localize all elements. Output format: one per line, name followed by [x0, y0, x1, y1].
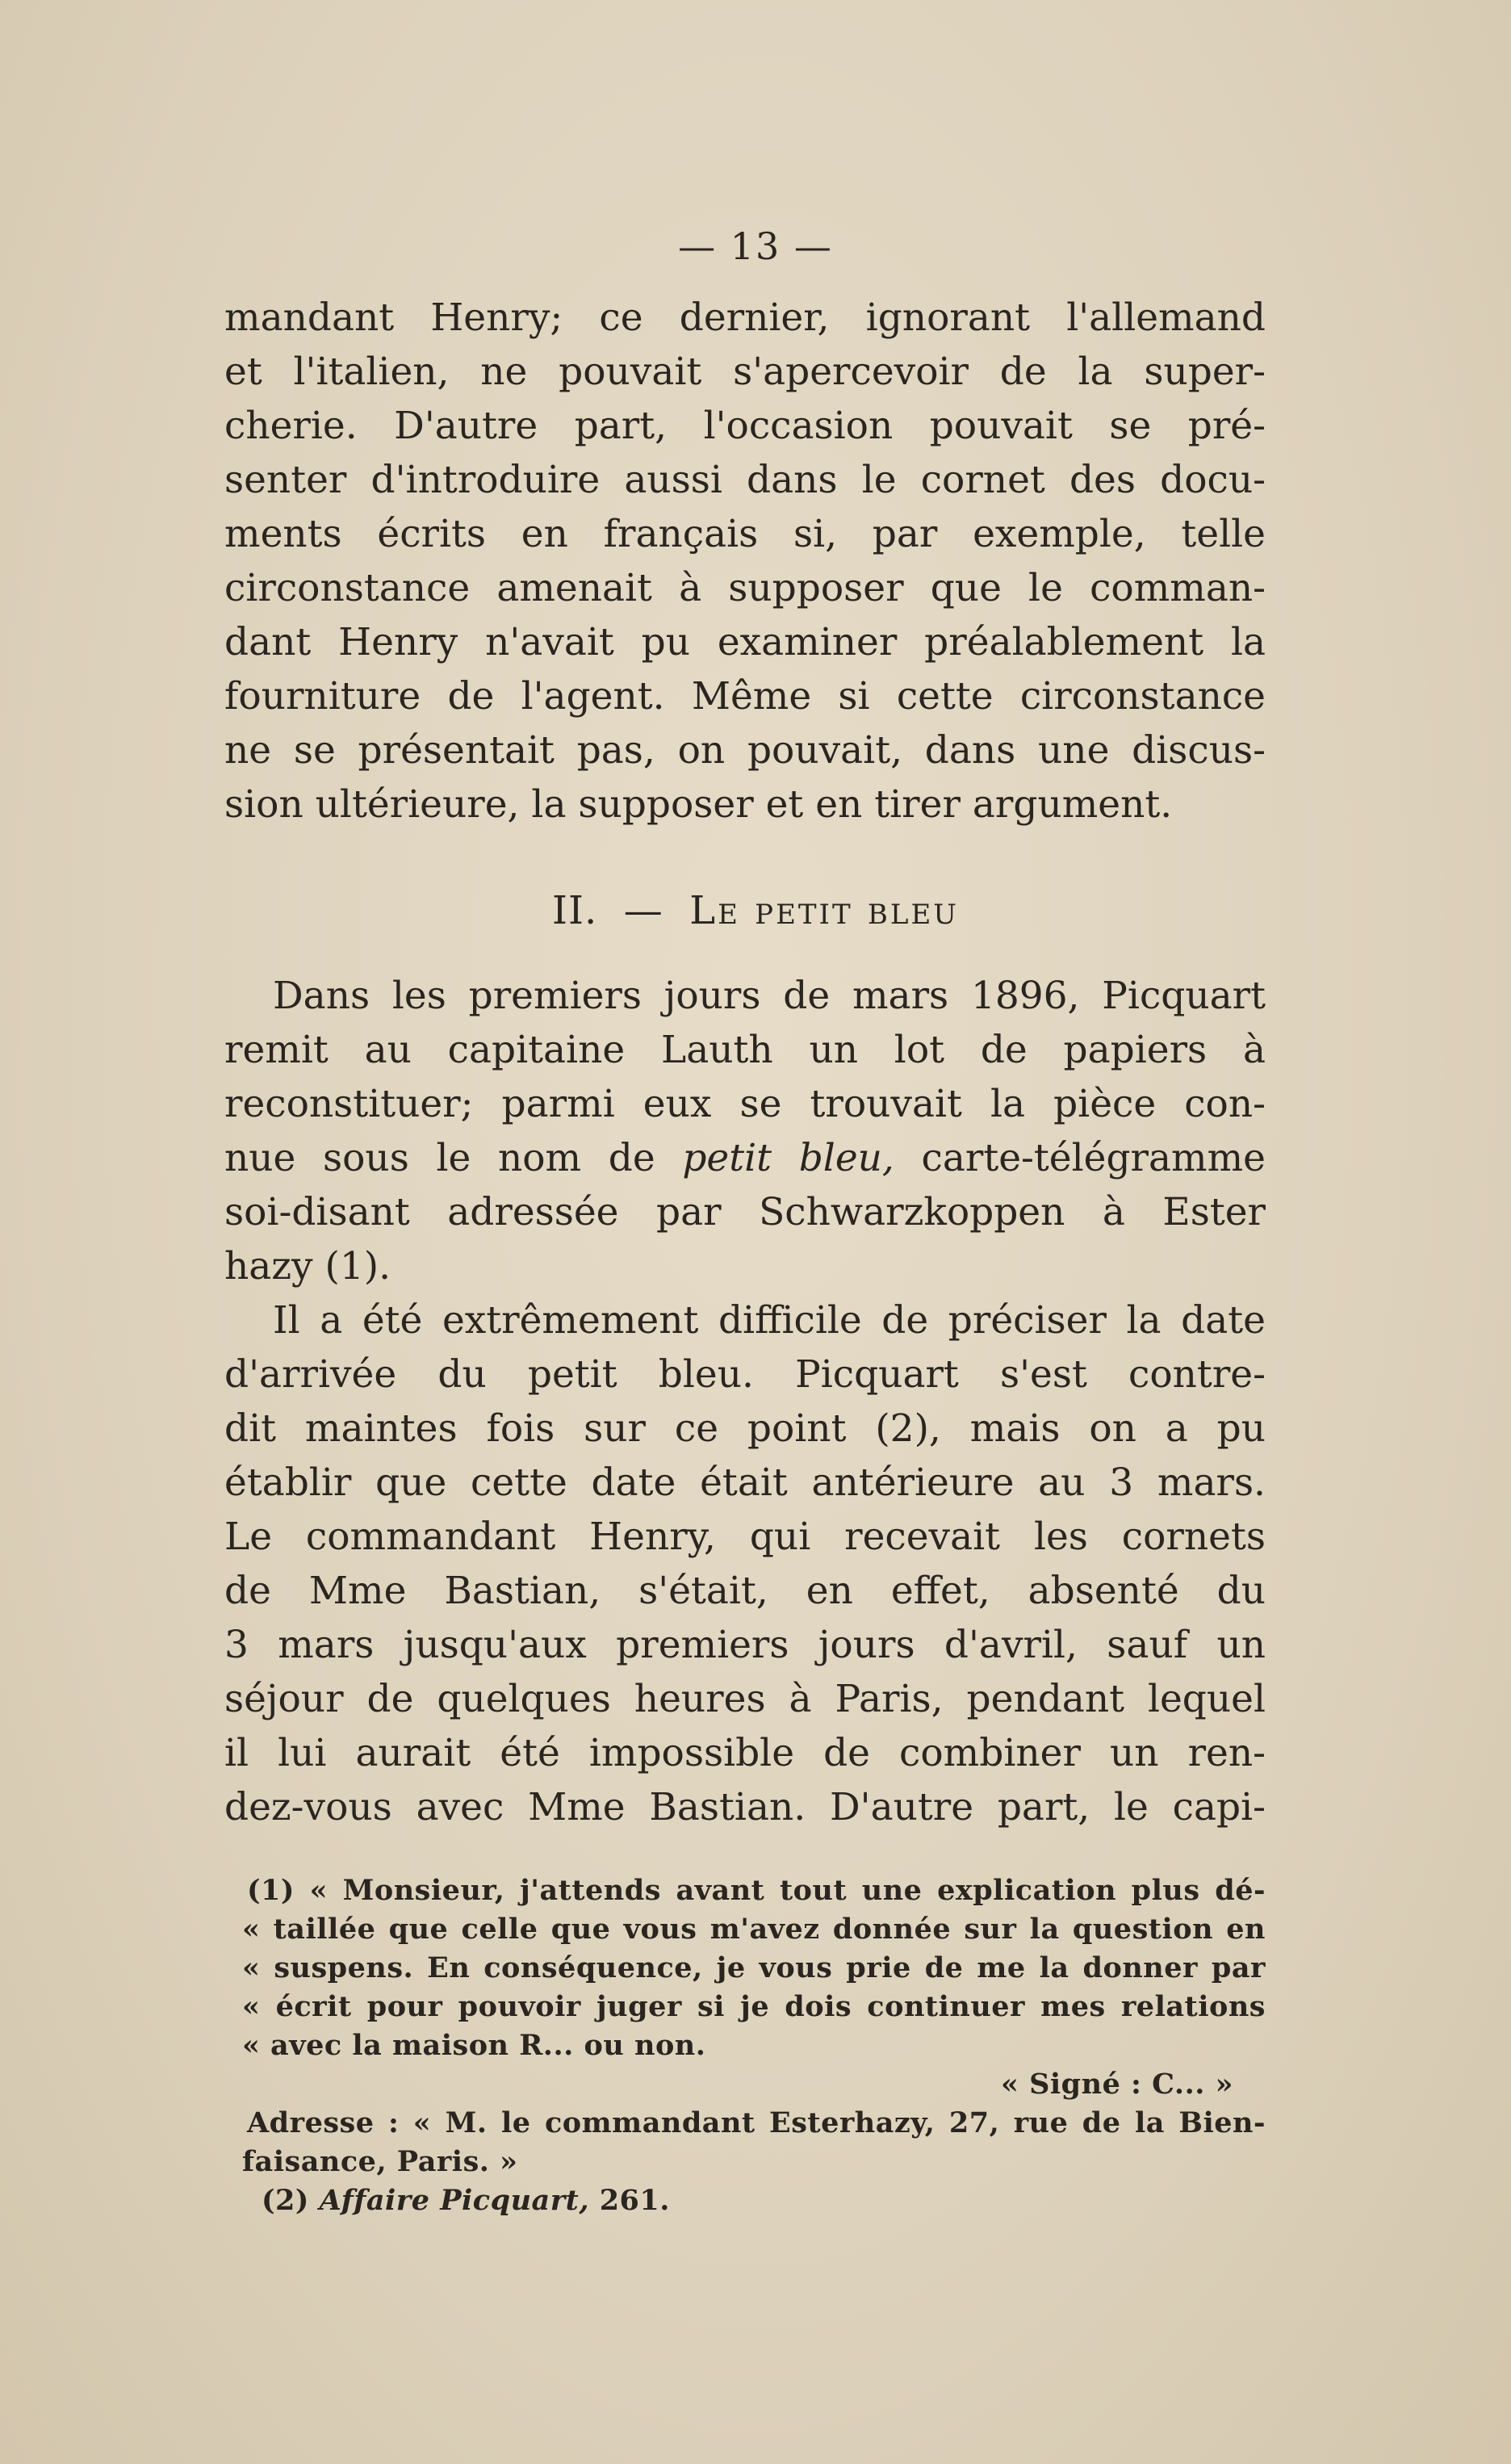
text-line: cherie. D'autre part, l'occasion pouvait se pré-	[224, 404, 1266, 448]
footnote-line: faisance, Paris. »	[242, 2145, 518, 2178]
text-line: hazy (1).	[224, 1244, 391, 1289]
footnote-line: « taillée que celle que vous m'avez donnée sur la question en	[242, 1913, 1266, 1946]
text-segment: nue sous le nom de	[224, 1136, 655, 1180]
text-line: Il a été extrêmement difficile de préciser la date	[273, 1298, 1266, 1343]
text-line: dez-vous avec Mme Bastian. D'autre part, le capi-	[224, 1785, 1266, 1829]
text-line: et l'italien, ne pouvait s'apercevoir de la super-	[224, 350, 1266, 394]
text-line: senter d'introduire aussi dans le cornet des docu-	[224, 458, 1266, 502]
text-line: Dans les premiers jours de mars 1896, Picquart	[273, 974, 1266, 1018]
text-line: soi-disant adressée par Schwarzkoppen à Ester	[224, 1190, 1266, 1234]
text-line: 3 mars jusqu'aux premiers jours d'avril, sauf un	[224, 1623, 1266, 1667]
footnote-line: (1) « Monsieur, j'attends avant tout une explication plus dé-	[247, 1874, 1266, 1907]
text-line: d'arrivée du petit bleu. Picquart s'est contre-	[224, 1352, 1266, 1397]
text-line: séjour de quelques heures à Paris, pendant lequel	[224, 1677, 1266, 1721]
footnote-page: 261.	[599, 2184, 670, 2217]
footnote-line: Adresse : « M. le commandant Esterhazy, 27, rue de la Bien-	[247, 2106, 1266, 2139]
text-line: dit maintes fois sur ce point (2), mais on a pu	[224, 1406, 1266, 1451]
text-line: établir que cette date était antérieure au 3 mars.	[224, 1460, 1266, 1505]
text-line: ments écrits en français si, par exemple, telle	[224, 512, 1266, 556]
section-title: Le petit bleu	[689, 888, 959, 933]
footnote-title: Affaire Picquart,	[319, 2184, 590, 2217]
paragraph-petit-bleu	[224, 969, 1266, 1293]
text-line: ne se présentait pas, on pouvait, dans une discus-	[224, 728, 1266, 773]
footnote-2	[247, 2181, 1266, 2220]
section-dash: —	[623, 888, 663, 933]
section-heading	[0, 888, 1511, 933]
text-line: fourniture de l'agent. Même si cette circonstance	[224, 674, 1266, 719]
text-line: reconstituer; parmi eux se trouvait la pièce con-	[224, 1082, 1266, 1126]
text-line: circonstance amenait à supposer que le comman-	[224, 566, 1266, 610]
footnote-line: « avec la maison R... ou non.	[242, 2029, 706, 2062]
footnotes	[242, 1871, 1266, 2220]
text-line: mandant Henry; ce dernier, ignorant l'allemand	[224, 295, 1266, 340]
text-segment: carte-télégramme	[921, 1136, 1266, 1180]
footnote-number: (2)	[262, 2184, 309, 2217]
footnote-line: « écrit pour pouvoir juger si je dois continuer mes relations	[242, 1990, 1266, 2023]
text-line-with-italic	[224, 1131, 1266, 1185]
text-line: remit au capitaine Lauth un lot de papiers à	[224, 1028, 1266, 1072]
text-line: il lui aurait été impossible de combiner un ren-	[224, 1731, 1266, 1775]
paragraph-continuation	[224, 291, 1266, 832]
text-line: sion ultérieure, la supposer et en tirer argument.	[224, 782, 1173, 827]
footnote-line: « suspens. En conséquence, je vous prie de me la donner par	[242, 1951, 1266, 1984]
page-number: — 13 —	[678, 224, 833, 268]
text-line: Le commandant Henry, qui recevait les cornets	[224, 1515, 1266, 1559]
italic-term: petit bleu,	[682, 1136, 894, 1180]
section-numeral: II.	[552, 888, 598, 933]
paragraph-date	[224, 1293, 1266, 1834]
text-line: de Mme Bastian, s'était, en effet, absenté du	[224, 1569, 1266, 1613]
text-line: dant Henry n'avait pu examiner préalablement la	[224, 620, 1266, 664]
footnote-signature: « Signé : C... »	[1001, 2068, 1233, 2101]
